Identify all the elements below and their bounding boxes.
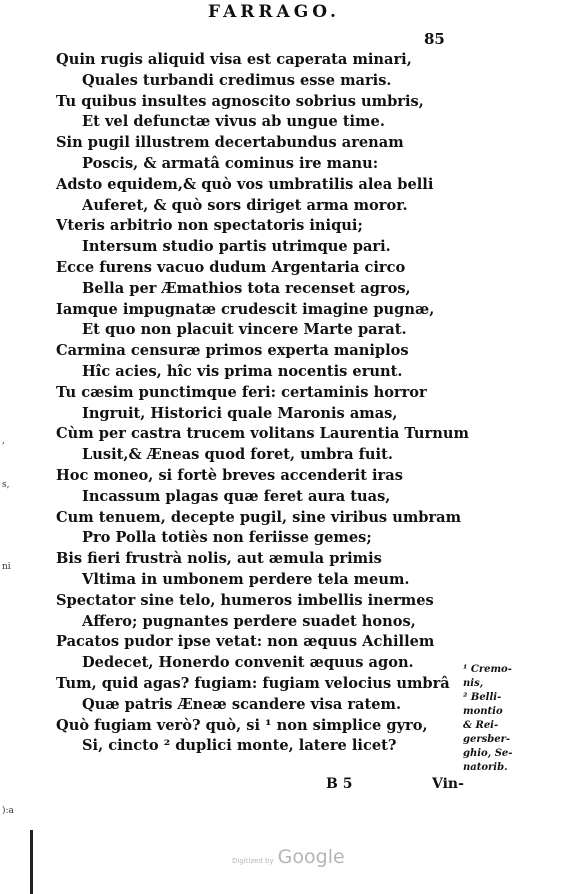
poem-line: Incassum plagas quæ feret aura tuas, [82, 487, 391, 505]
left-margin-mark: , [2, 436, 5, 446]
poem-line: Quales turbandi credimus esse maris. [82, 71, 392, 89]
poem-line: Bella per Æmathios tota recenset agros, [82, 279, 411, 297]
poem-line: Ecce furens vacuo dudum Argentaria circo [56, 258, 406, 276]
poem-line: Carmina censuræ primos experta maniplos [56, 342, 409, 360]
poem-line: Pacatos pudor ipse vetat: non æquus Achillem [56, 633, 435, 651]
poem-line: Et vel defunctæ vivus ab ungue time. [82, 113, 385, 131]
poem-line: Quæ patris Æneæ scandere visa ratem. [82, 695, 402, 713]
running-title: FARRAGO. [208, 2, 340, 22]
poem-line: Cum tenuem, decepte pugil, sine viribus umbram [56, 508, 462, 526]
marginal-note-line: & Rei- [463, 720, 499, 731]
poem-line: Hoc moneo, si fortè breves accenderit iras [56, 466, 403, 484]
marginal-note-line: nis, [463, 678, 484, 689]
marginal-note-line: montio [463, 706, 503, 717]
poem-line: Et quo non placuit vincere Marte parat. [82, 321, 407, 339]
poem-line: Cùm per castra trucem volitans Laurentia Turnum [56, 425, 469, 443]
poem-line: Spectator sine telo, humeros imbellis inermes [56, 591, 434, 609]
poem-line: Si, cincto ² duplici monte, latere licet? [82, 737, 397, 755]
page-edge-shadow [30, 830, 33, 894]
poem-text [56, 50, 469, 757]
poem-line: Vltima in umbonem perdere tela meum. [82, 570, 410, 588]
google-logo: Google [277, 846, 345, 868]
poem-line: Iamque impugnatæ crudescit imagine pugnæ, [56, 300, 435, 318]
signature-mark: B 5 [326, 776, 353, 792]
poem-line: Sin pugil illustrem decertabundus arenam [56, 134, 404, 152]
poem-line: Lusit,& Æneas quod foret, umbra fuit. [82, 446, 393, 464]
poem-line: Tu cæsim punctimque feri: certaminis horror [56, 383, 427, 401]
marginal-note-line: ² Belli- [463, 692, 502, 703]
poem-line: Pro Polla totiès non feriisse gemes; [82, 529, 372, 547]
marginal-note-line: ghio, Se- [463, 748, 513, 759]
poem-line: Bis fieri frustrà nolis, aut æmula primis [56, 550, 382, 568]
poem-line: Quin rugis aliquid visa est caperata minari, [56, 51, 412, 68]
poem-line: Adsto equidem,& quò vos umbratilis alea belli [56, 175, 434, 193]
poem-line: Tu quibus insultes agnoscito sobrius umbris, [56, 92, 424, 110]
poem-line: Vteris arbitrio non spectatoris iniqui; [56, 217, 363, 235]
poem-line: Tum, quid agas? fugiam: fugiam velocius umbrâ [56, 674, 450, 692]
marginal-note-line: gersber- [463, 734, 511, 745]
digitized-watermark [232, 846, 345, 868]
poem-line: Hîc acies, hîc vis prima nocentis erunt. [82, 362, 403, 380]
poem-line: Poscis, & armatâ cominus ire manu: [82, 154, 379, 172]
left-margin-mark: s, [2, 480, 10, 490]
page-number: 85 [424, 30, 445, 48]
poem-line: Affero; pugnantes perdere suadet honos, [82, 612, 416, 630]
poem-line: Ingruit, Historici quale Maronis amas, [82, 404, 398, 422]
catchword: Vin- [432, 776, 464, 792]
marginal-note-line: ¹ Cremo- [463, 664, 512, 675]
watermark-prefix: Digitized by [232, 857, 274, 865]
poem-line: Intersum studio partis utrimque pari. [82, 238, 391, 256]
left-margin-mark: ):a [2, 806, 14, 816]
poem-line: Quò fugiam verò? quò, si ¹ non simplice gyro, [56, 716, 428, 734]
poem-line: Dedecet, Honerdo convenit æquus agon. [82, 654, 414, 672]
poem-line: Auferet, & quò sors diriget arma moror. [82, 196, 408, 214]
left-margin-mark: ni [2, 562, 11, 572]
marginal-note-line: natorib. [463, 762, 508, 773]
marginal-note [463, 663, 529, 775]
